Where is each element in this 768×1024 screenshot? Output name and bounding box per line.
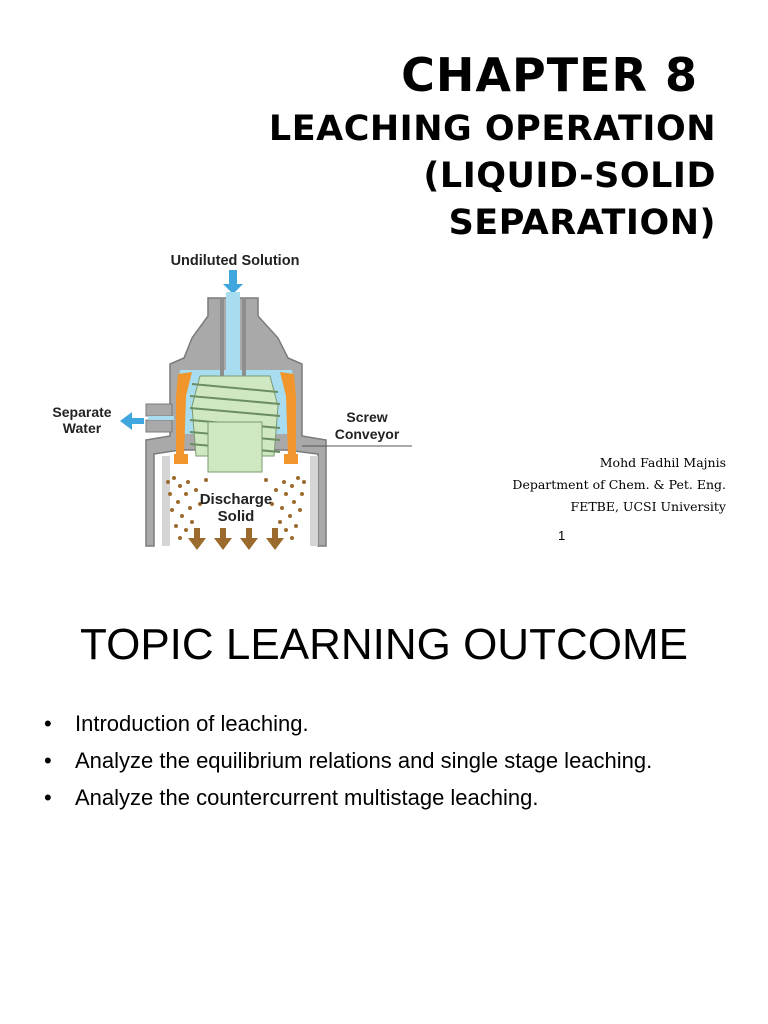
- author-university: FETBE, UCSI University: [570, 499, 726, 514]
- water-outlet-arrow-icon: [120, 412, 144, 430]
- list-item: • Introduction of leaching.: [44, 708, 722, 740]
- page-number: 1: [558, 528, 566, 543]
- water-outlet-port: [146, 404, 174, 432]
- label-separate-water-2: Water: [62, 420, 102, 436]
- subtitle-line-1: LEACHING OPERATION: [268, 109, 716, 149]
- outcome-title: TOPIC LEARNING OUTCOME: [80, 620, 688, 669]
- author-name: Mohd Fadhil Majnis: [599, 455, 726, 470]
- label-discharge-solid-2: Solid: [217, 508, 255, 525]
- label-discharge-solid-1: Discharge: [199, 491, 273, 508]
- list-item: • Analyze the countercurrent multistage leaching.: [44, 782, 722, 814]
- outcome-list: [44, 708, 722, 819]
- subtitle-line-3: SEPARATION): [448, 203, 716, 243]
- chapter-heading: CHAPTER 8: [401, 48, 698, 102]
- subtitle-line-2: (LIQUID-SOLID: [423, 156, 716, 196]
- label-separate-water-1: Separate: [52, 404, 112, 420]
- author-info: [426, 452, 726, 518]
- separator-diagram: [40, 246, 420, 558]
- list-item: • Analyze the equilibrium relations and single stage leaching.: [44, 745, 722, 777]
- label-undiluted-solution: Undiluted Solution: [170, 253, 300, 269]
- discharge-arrows-icon: [188, 528, 284, 550]
- author-department: Department of Chem. & Pet. Eng.: [512, 477, 726, 492]
- chapter-subtitle: [156, 106, 716, 247]
- label-screw-conveyor-2: Conveyor: [334, 426, 400, 442]
- slide-learning-outcome: [0, 576, 768, 1024]
- label-screw-conveyor-1: Screw: [346, 409, 388, 425]
- inlet-arrow-icon: [223, 270, 243, 294]
